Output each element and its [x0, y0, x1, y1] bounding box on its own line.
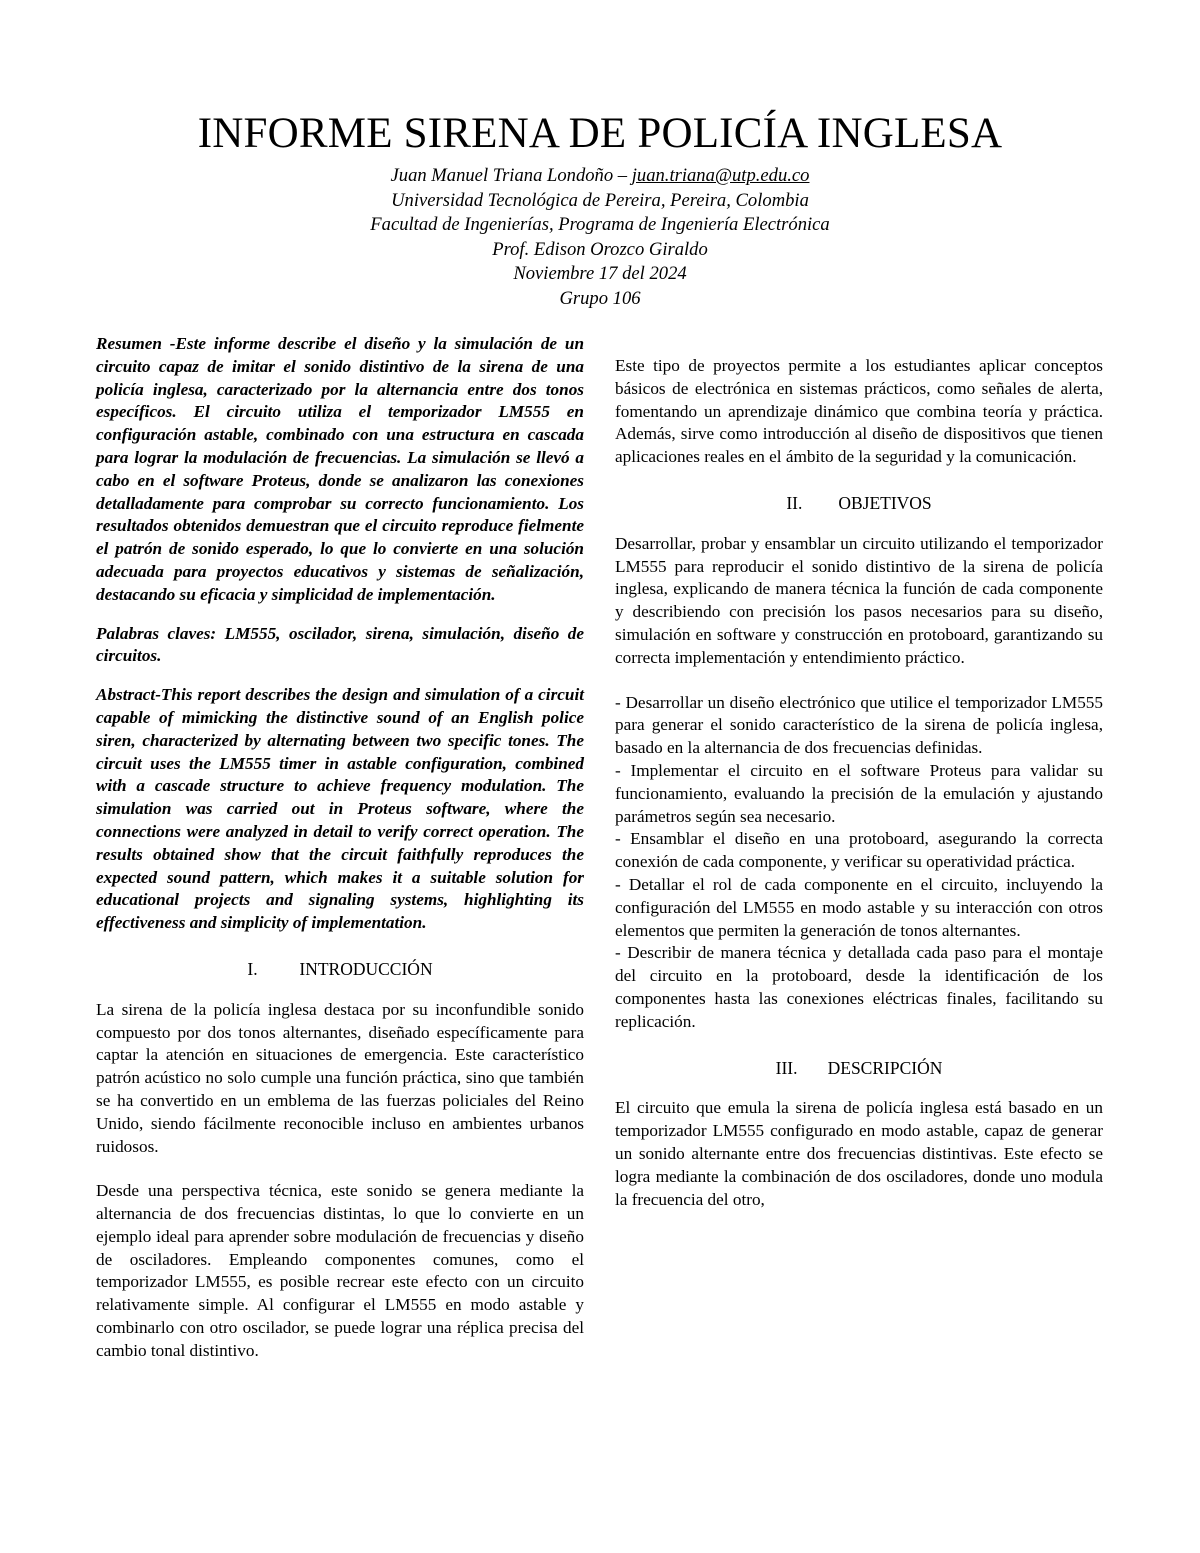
section-heading-objetivos	[615, 492, 1103, 515]
keywords: Palabras claves: LM555, oscilador, sirena, simulación, diseño de circuitos.	[96, 623, 584, 666]
section-number: III.	[775, 1057, 798, 1078]
document-title: INFORME SIRENA DE POLICÍA INGLESA	[197, 110, 1003, 157]
section-number: I.	[247, 958, 258, 979]
left-column	[96, 333, 584, 1363]
abstract-english: Abstract-This report describes the design and simulation of a circuit capable of mimicking the distinctive sound of an English police siren, characterized by alternating between two specific tones. The circuit uses the LM555 timer in astable configuration, combined with a cascade structure to achieve frequency modulation. The simulation was carried out in Proteus software, where the connections were analyzed in detail to verify correct operation. The results obtained show that the circuit faithfully reproduces the expected sound pattern, which makes it a suitable solution for educational projects and signaling systems, highlighting its effectiveness and simplicity of implementation.	[96, 685, 584, 933]
faculty-line: Facultad de Ingenierías, Programa de Ingeniería Electrónica	[370, 214, 830, 236]
objetivo-item: - Describir de manera técnica y detallada cada paso para el montaje del circuito en la protoboard, desde la identificación de los componentes hasta las conexiones eléctricas finales, facilitando su replicación.	[615, 943, 1103, 1031]
author-name: Juan Manuel Triana Londoño –	[390, 165, 632, 186]
section-heading-intro	[96, 958, 584, 981]
objetivo-item: - Implementar el circuito en el software Proteus para validar su funcionamiento, evaluando la precisión de la emulación y ajustando parámetros según sea necesario.	[615, 760, 1103, 826]
objetivo-item: - Detallar el rol de cada componente en el circuito, incluyendo la configuración del LM555 en modo astable y su interacción con otros elementos que permiten la generación de tonos alternantes.	[615, 874, 1103, 940]
objetivo-item: - Desarrollar un diseño electrónico que utilice el temporizador LM555 para generar el sonido característico de la sirena de policía inglesa, basado en la alternancia de dos frecuencias definidas.	[615, 692, 1103, 758]
professor-line: Prof. Edison Orozco Giraldo	[492, 238, 708, 260]
objetivo-item: - Ensamblar el diseño en una protoboard, asegurando la correcta conexión de cada componente, y verificar su operatividad práctica.	[615, 829, 1103, 872]
author-line	[0, 164, 1200, 189]
intro-paragraph-1: La sirena de la policía inglesa destaca por su inconfundible sonido compuesto por dos tonos alternantes, diseñado específicamente para captar la atención en situaciones de emergencia. Este característico patrón acústico no solo cumple una función práctica, sino que también se ha convertido en un emblema de las fuerzas policiales del Reino Unido, siendo fácilmente reconocible incluso en ambientes urbanos ruidosos.	[96, 999, 584, 1156]
section-title: INTRODUCCIÓN	[299, 958, 433, 979]
intro-paragraph-2: Desde una perspectiva técnica, este sonido se genera mediante la alternancia de dos frecuencias distintas, lo que lo convierte en un ejemplo ideal para aprender sobre modulación de frecuencias y diseño de osciladores. Empleando componentes comunes, como el temporizador LM555, es posible recrear este efecto con un circuito relativamente simple. Al configurar el LM555 en modo astable y combinarlo con otro oscilador, se puede lograr una réplica precisa del cambio tonal distintivo.	[96, 1181, 584, 1360]
university-line: Universidad Tecnológica de Pereira, Pereira, Colombia	[391, 189, 809, 211]
group-line: Grupo 106	[559, 287, 641, 309]
document-header	[0, 108, 1200, 312]
section-number: II.	[786, 492, 803, 513]
abstract-spanish: Resumen -Este informe describe el diseño y la simulación de un circuito capaz de imitar el sonido distintivo de la sirena de una policía inglesa, caracterizado por la alternancia entre dos tonos específicos. El circuito utiliza el temporizador LM555 en configuración astable, combinado con una estructura en cascada para lograr la modulación de frecuencias. La simulación se llevó a cabo en el software Proteus, donde se analizaron las conexiones detalladamente para comprobar su correcto funcionamiento. Los resultados obtenidos demuestran que el circuito reproduce fielmente el patrón de sonido esperado, lo que lo convierte en una solución adecuada para proyectos educativos y sistemas de señalización, destacando su eficacia y simplicidad de implementación.	[96, 334, 584, 604]
right-column	[615, 333, 1103, 1211]
objetivo-general: Desarrollar, probar y ensamblar un circuito utilizando el temporizador LM555 para reproducir el sonido distintivo de la sirena de policía inglesa, explicando de manera técnica la función de cada componente y describiendo con precisión los pasos necesarios para su diseño, simulación en software y construcción en protoboard, garantizando su correcta implementación y entendimiento práctico.	[615, 533, 1103, 667]
section-heading-descripcion	[615, 1057, 1103, 1080]
descripcion-paragraph-1: El circuito que emula la sirena de policía inglesa está basado en un temporizador LM555 configurado en modo astable, capaz de generar un sonido alternante entre dos frecuencias distintivas. Este efecto se logra mediante la combinación de dos osciladores, donde uno modula la frecuencia del otro,	[615, 1098, 1103, 1209]
section-title: DESCRIPCIÓN	[827, 1057, 943, 1078]
date-line: Noviembre 17 del 2024	[513, 263, 687, 285]
section-title: OBJETIVOS	[838, 492, 932, 513]
author-email-link[interactable]: juan.triana@utp.edu.co	[631, 165, 810, 186]
intro-paragraph-3: Este tipo de proyectos permite a los estudiantes aplicar conceptos básicos de electrónica en sistemas prácticos, como señales de alerta, fomentando un aprendizaje dinámico que combina teoría y práctica. Además, sirve como introducción al diseño de dispositivos que tienen aplicaciones reales en el ámbito de la seguridad y la comunicación.	[615, 356, 1103, 467]
